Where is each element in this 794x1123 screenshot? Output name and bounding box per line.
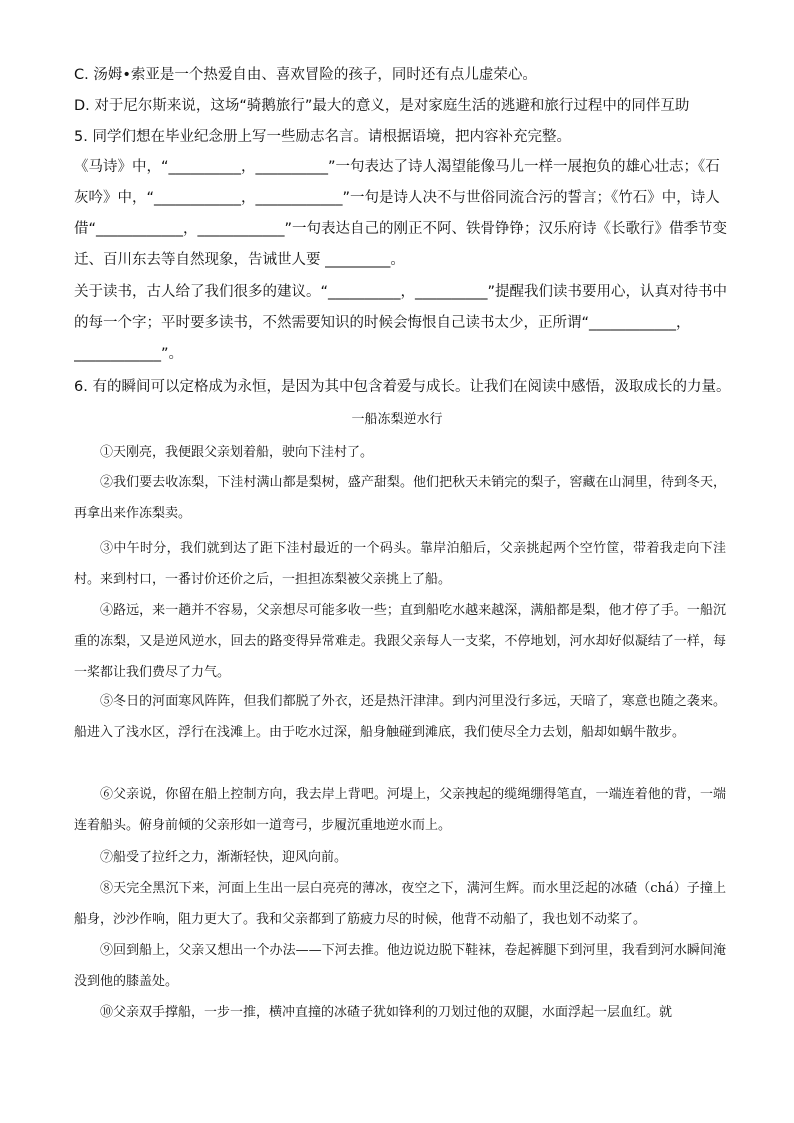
story-paragraph-7: ⑦船受了拉纤之力，渐渐轻快，迎风向前。 [100, 850, 348, 865]
q5-line-3: 借“____________，____________”一句表达自己的刚正不阿、铁骨铮铮；汉乐府诗《长歌行》借季节变 [74, 221, 728, 237]
story-paragraph-1: ①天刚亮，我便跟父亲划着船，驶向下洼村了。 [100, 445, 374, 460]
story-paragraph-10: ⑩父亲双手撑船，一步一推，横冲直撞的冰碴子犹如锋利的刀划过他的双腿，水面浮起一层血红。就 [100, 1005, 673, 1020]
story-paragraph-6: ⑥父亲说，你留在船上控制方向，我去岸上背吧。河堤上，父亲拽起的缆绳绷得笔直，一端连着他的背，一端连着船头。俯身前倾的父亲形如一道弯弓，步履沉重地逆水而上。 [74, 787, 726, 833]
q5-line-4: 迁、百川东去等自然现象，告诫世人要 _________。 [74, 252, 405, 268]
story-paragraph-8: ⑧天完全黑沉下来，河面上生出一层白亮亮的薄冰，夜空之下，满河生辉。而水里泛起的冰碴（chá）子撞上船身，沙沙作响，阻力更大了。我和父亲都到了筋疲力尽的时候，他背不动船了，我也划不动桨了。 [74, 881, 726, 927]
story-paragraph-2: ②我们要去收冻梨，下洼村满山都是梨树，盛产甜梨。他们把秋天未销完的梨子，窖藏在山洞里，待到冬天，再拿出来作冻梨卖。 [74, 475, 726, 521]
q5-line-1: 《马诗》中，“__________，__________”一句表达了诗人渴望能像马儿一样一展抱负的雄心壮志；《石 [74, 159, 720, 175]
story-paragraph-5: ⑤冬日的河面寒风阵阵，但我们都脱了外衣，还是热汗津津。到内河里没行多远，天暗了，寒意也随之袭来。船进入了浅水区，浮行在浅滩上。由于吃水过深，船身触碰到滩底，我们使尽全力去划，船却如蜗牛散步。 [74, 694, 726, 740]
story-paragraph-4: ④路远，来一趟并不容易，父亲想尽可能多收一些；直到船吃水越来越深，满船都是梨，他才停了手。一船沉重的冻梨，又是逆风逆水，回去的路变得异常难走。我跟父亲每人一支桨，不停地划，河水却好似凝结了一样，每一桨都让我们费尽了力气。 [74, 603, 726, 680]
story-paragraph-3: ③中午时分，我们就到达了距下洼村最近的一个码头。靠岸泊船后，父亲挑起两个空竹筐，带着我走向下洼村。来到村口，一番讨价还价之后，一担担冻梨被父亲挑上了船。 [74, 541, 726, 587]
q5-line-5: 关于读书，古人给了我们很多的建议。“__________，__________”提醒我们读书要用心，认真对待书中 [74, 284, 728, 300]
q4-option-d: D. 对于尼尔斯来说，这场“骑鹅旅行”最大的意义，是对家庭生活的逃避和旅行过程中的同伴互助 [74, 98, 690, 114]
q6-prompt: 6. 有的瞬间可以定格成为永恒，是因为其中包含着爱与成长。让我们在阅读中感悟，汲取成长的力量。 [74, 379, 731, 395]
story-paragraph-9: ⑨回到船上，父亲又想出一个办法——下河去推。他边说边脱下鞋袜，卷起裤腿下到河里，我看到河水瞬间淹没到他的膝盖处。 [74, 943, 726, 989]
q5-line-2: 灰吟》中，“____________，____________”一句是诗人决不与世俗同流合污的誓言；《竹石》中，诗人 [74, 190, 720, 206]
q5-prompt: 5. 同学们想在毕业纪念册上写一些励志名言。请根据语境，把内容补充完整。 [74, 129, 571, 145]
q5-line-6: 的每一个字；平时要多读书，不然需要知识的时候会悔恨自己读书太少，正所谓“____________， [74, 315, 691, 331]
q4-option-c: C. 汤姆•索亚是一个热爱自由、喜欢冒险的孩子，同时还有点儿虚荣心。 [74, 67, 537, 83]
story-title: 一船冻梨逆水行 [351, 412, 443, 427]
q5-line-7: ____________”。 [74, 346, 184, 362]
